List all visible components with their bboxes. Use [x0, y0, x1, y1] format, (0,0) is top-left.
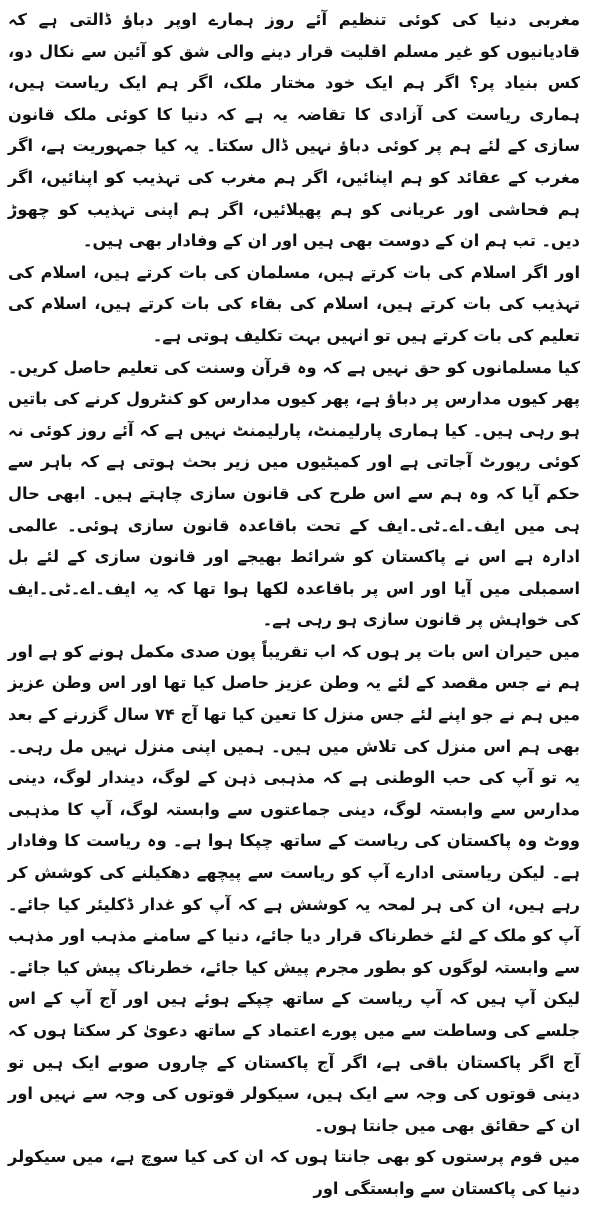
paragraph-1: مغربی دنیا کی کوئی تنظیم آئے روز ہمارے اوپر دباؤ ڈالتی ہے کہ قادیانیوں کو غیر مسلم اقلیت قرار دینے والی شق کو آئین سے نکال دو، کس بنیاد پر؟ اگر ہم ایک خود مختار ملک، اگر ہم ایک ریاست ہیں، ہماری ریاست کی آزادی کا تقاضہ یہ ہے کہ دنیا کا کوئی ملک قانون سازی کے لئے ہم پر کوئی دباؤ نہیں ڈال سکتا۔ یہ کیا جمہوریت ہے، اگر مغرب کے عقائد کو ہم اپنائیں، اگر ہم مغرب کی تہذیب کو اپنائیں، اگر ہم فحاشی اور عریانی کو ہم پھیلائیں، اگر ہم اپنی تہذیب کو چھوڑ دیں۔ تب ہم ان کے دوست بھی ہیں اور ان کے وفادار بھی ہیں۔ — [8, 10, 580, 251]
paragraph-3: کیا مسلمانوں کو حق نہیں ہے کہ وہ قرآن وسنت کی تعلیم حاصل کریں۔ پھر کیوں مدارس پر دباؤ ہے، پھر کیوں مدارس کو کنٹرول کرنے کی باتیں ہو رہی ہیں۔ کیا ہماری پارلیمنٹ، پارلیمنٹ نہیں ہے کہ آئے روز کوئی نہ کوئی رپورٹ آجاتی ہے اور کمیٹیوں میں زیر بحث ہوتی ہے کہ باہر سے حکم آیا کہ وہ ہم سے اس طرح کی قانون سازی چاہتے ہیں۔ ابھی حال ہی میں ایف۔اے۔ٹی۔ایف کے تحت باقاعدہ قانون سازی ہوئی۔ عالمی ادارہ ہے اس نے پاکستان کو شرائط بھیجے اور قانون سازی کے لئے بل اسمبلی میں آیا اور اس پر باقاعدہ لکھا ہوا تھا کہ یہ ایف۔اے۔ٹی۔ایف کی خواہش پر قانون سازی ہو رہی ہے۔ — [8, 357, 580, 630]
paragraph-2: اور اگر اسلام کی بات کرتے ہیں، مسلمان کی بات کرتے ہیں، اسلام کی تہذیب کی بات کرتے ہیں، اسلام کی بقاء کی بات کرتے ہیں، اسلام کی تعلیم کی بات کرتے ہیں تو انہیں بہت تکلیف ہوتی ہے۔ — [8, 262, 580, 345]
paragraph-4: میں حیران اس بات پر ہوں کہ اب تقریباً پون صدی مکمل ہونے کو ہے اور ہم نے جس مقصد کے لئے یہ وطن عزیز حاصل کیا تھا اور اس وطن عزیز میں ہم نے جو اپنے لئے جس منزل کا تعین کیا تھا آج ۷۴ سال گزرنے کے بعد بھی ہم اس منزل کی تلاش میں ہیں۔ ہمیں اپنی منزل نہیں مل رہی۔ یہ تو آپ کی حب الوطنی ہے کہ مذہبی ذہن کے لوگ، دیندار لوگ، دینی مدارس سے وابستہ لوگ، دینی جماعتوں سے وابستہ لوگ، آپ کا مذہبی ووٹ وہ پاکستان کی ریاست کے ساتھ چپکا ہوا ہے۔ وہ ریاست کا وفادار ہے۔ لیکن ریاستی ادارے آپ کو ریاست سے پیچھے دھکیلنے کی کوشش کر رہے ہیں، ان کی ہر لمحہ یہ کوشش ہے کہ آپ کو غدار ڈکلیئر کیا جائے۔ آپ کو ملک کے لئے خطرناک قرار دیا جائے، دنیا کے سامنے مذہب اور مذہب سے وابستہ لوگوں کو بطور مجرم پیش کیا جائے، خطرناک پیش کیا جائے۔ لیکن آپ ہیں کہ آپ ریاست کے ساتھ چپکے ہوئے ہیں اور آج آپ کے اس جلسے کی وساطت سے میں پورے اعتماد کے ساتھ دعویٰ کر سکتا ہوں کہ آج اگر پاکستان باقی ہے، اگر آج پاکستان کے چاروں صوبے ایک ہیں تو دینی قوتوں کی وجہ سے ایک ہیں، سیکولر قوتوں کی وجہ سے نہیں اور ان کے حقائق بھی میں جانتا ہوں۔ — [8, 641, 580, 1135]
paragraph-5: میں قوم پرستوں کو بھی جانتا ہوں کہ ان کی کیا سوچ ہے، میں سیکولر دنیا کی پاکستان سے وابستگی اور — [8, 1147, 580, 1198]
